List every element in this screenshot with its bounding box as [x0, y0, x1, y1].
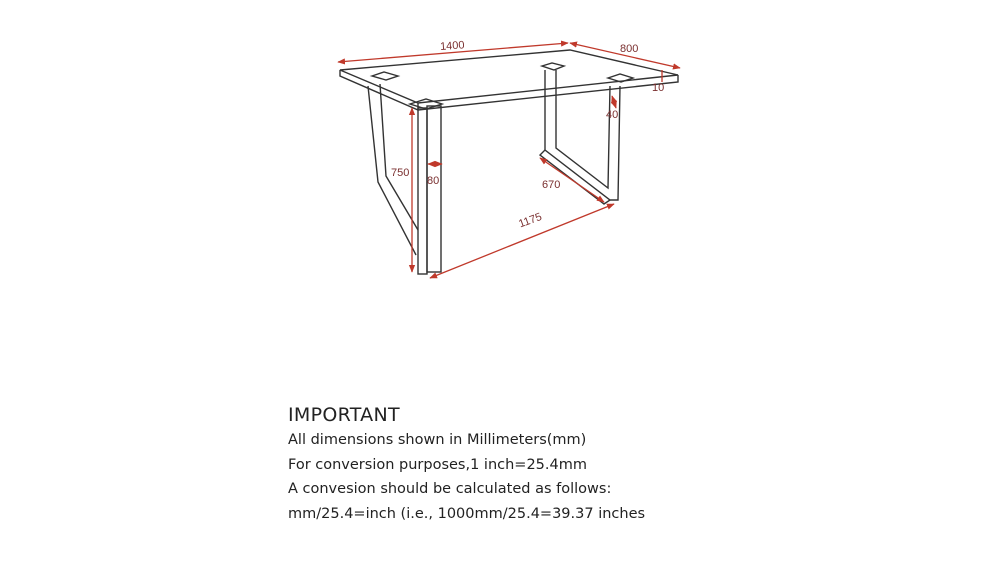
dim-leg-width: 40 — [606, 109, 619, 121]
important-note — [288, 402, 645, 526]
dim-width: 800 — [620, 43, 639, 55]
note-line-formula: mm/25.4=inch (i.e., 1000mm/25.4=39.37 inches — [288, 505, 646, 522]
dim-height: 750 — [391, 167, 410, 179]
note-line-units: All dimensions shown in Millimeters(mm) — [288, 432, 587, 448]
dim-inner-length: 1175 — [517, 210, 544, 231]
note-heading: IMPORTANT — [288, 404, 400, 426]
dimension-labels — [391, 39, 664, 230]
dim-leg-depth: 80 — [427, 175, 440, 187]
note-line-conversion: For conversion purposes,1 inch=25.4mm — [288, 456, 587, 473]
note-line-calculation: A convesion should be calculated as follows: — [288, 481, 612, 497]
dim-top-thickness: 10 — [652, 82, 665, 94]
dim-inner-width: 670 — [542, 179, 561, 191]
dim-length: 1400 — [439, 39, 465, 54]
